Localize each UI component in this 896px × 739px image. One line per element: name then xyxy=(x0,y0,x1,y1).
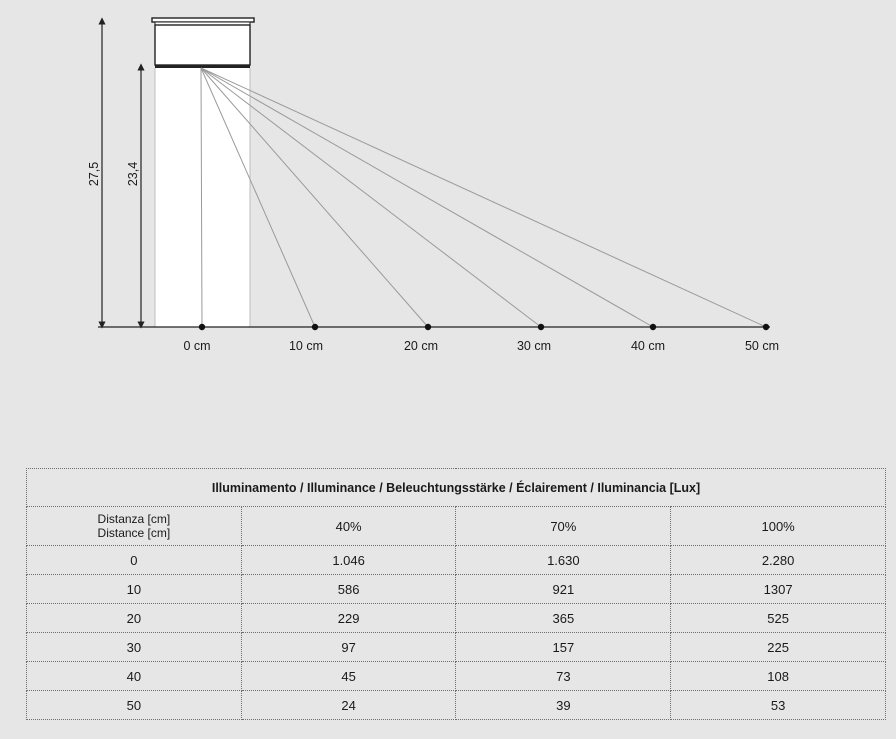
distance-column-header xyxy=(27,507,242,546)
light-column xyxy=(155,68,250,327)
point-50 xyxy=(763,324,769,330)
table-row xyxy=(27,633,886,662)
table-row xyxy=(27,546,886,575)
row-value-100: 2.280 xyxy=(671,546,886,575)
row-value-70: 921 xyxy=(456,575,671,604)
table-row xyxy=(27,691,886,720)
row-value-70: 365 xyxy=(456,604,671,633)
ray-50 xyxy=(201,68,766,327)
column-header-40: 40% xyxy=(241,507,456,546)
distance-label-30: 30 cm xyxy=(516,339,552,353)
distance-label-20: 20 cm xyxy=(403,339,439,353)
row-value-100: 1307 xyxy=(671,575,886,604)
distance-label-10: 10 cm xyxy=(288,339,324,353)
point-40 xyxy=(650,324,656,330)
row-value-40: 45 xyxy=(241,662,456,691)
table-title: Illuminamento / Illuminance / Beleuchtungsstärke / Éclairement / Iluminancia [Lux] xyxy=(27,469,886,507)
distance-header-line1: Distanza [cm] xyxy=(97,512,171,526)
point-0 xyxy=(199,324,205,330)
point-30 xyxy=(538,324,544,330)
table-row xyxy=(27,575,886,604)
point-20 xyxy=(425,324,431,330)
table-row xyxy=(27,662,886,691)
light-rays xyxy=(201,68,766,327)
row-value-40: 229 xyxy=(241,604,456,633)
row-value-100: 108 xyxy=(671,662,886,691)
row-value-100: 53 xyxy=(671,691,886,720)
distance-label-50: 50 cm xyxy=(744,339,780,353)
ray-40 xyxy=(201,68,653,327)
row-value-100: 525 xyxy=(671,604,886,633)
table-row xyxy=(27,604,886,633)
table-header-row xyxy=(27,507,886,546)
row-value-40: 1.046 xyxy=(241,546,456,575)
light-fixture xyxy=(152,18,254,68)
row-distance: 30 xyxy=(27,633,242,662)
row-distance: 0 xyxy=(27,546,242,575)
row-value-40: 97 xyxy=(241,633,456,662)
distance-header-line2: Distance [cm] xyxy=(97,526,171,540)
row-value-40: 586 xyxy=(241,575,456,604)
row-value-70: 39 xyxy=(456,691,671,720)
row-value-70: 157 xyxy=(456,633,671,662)
row-distance: 20 xyxy=(27,604,242,633)
distance-label-40: 40 cm xyxy=(630,339,666,353)
row-value-70: 73 xyxy=(456,662,671,691)
row-value-70: 1.630 xyxy=(456,546,671,575)
row-distance: 50 xyxy=(27,691,242,720)
row-value-40: 24 xyxy=(241,691,456,720)
illuminance-table xyxy=(26,468,886,720)
distance-label-0: 0 cm xyxy=(183,339,211,353)
row-distance: 10 xyxy=(27,575,242,604)
ray-30 xyxy=(201,68,541,327)
point-10 xyxy=(312,324,318,330)
column-header-70: 70% xyxy=(456,507,671,546)
dimension-label-outer: 27,5 xyxy=(87,161,101,187)
row-value-100: 225 xyxy=(671,633,886,662)
column-header-100: 100% xyxy=(671,507,886,546)
row-distance: 40 xyxy=(27,662,242,691)
dimension-label-inner: 23,4 xyxy=(126,161,140,187)
